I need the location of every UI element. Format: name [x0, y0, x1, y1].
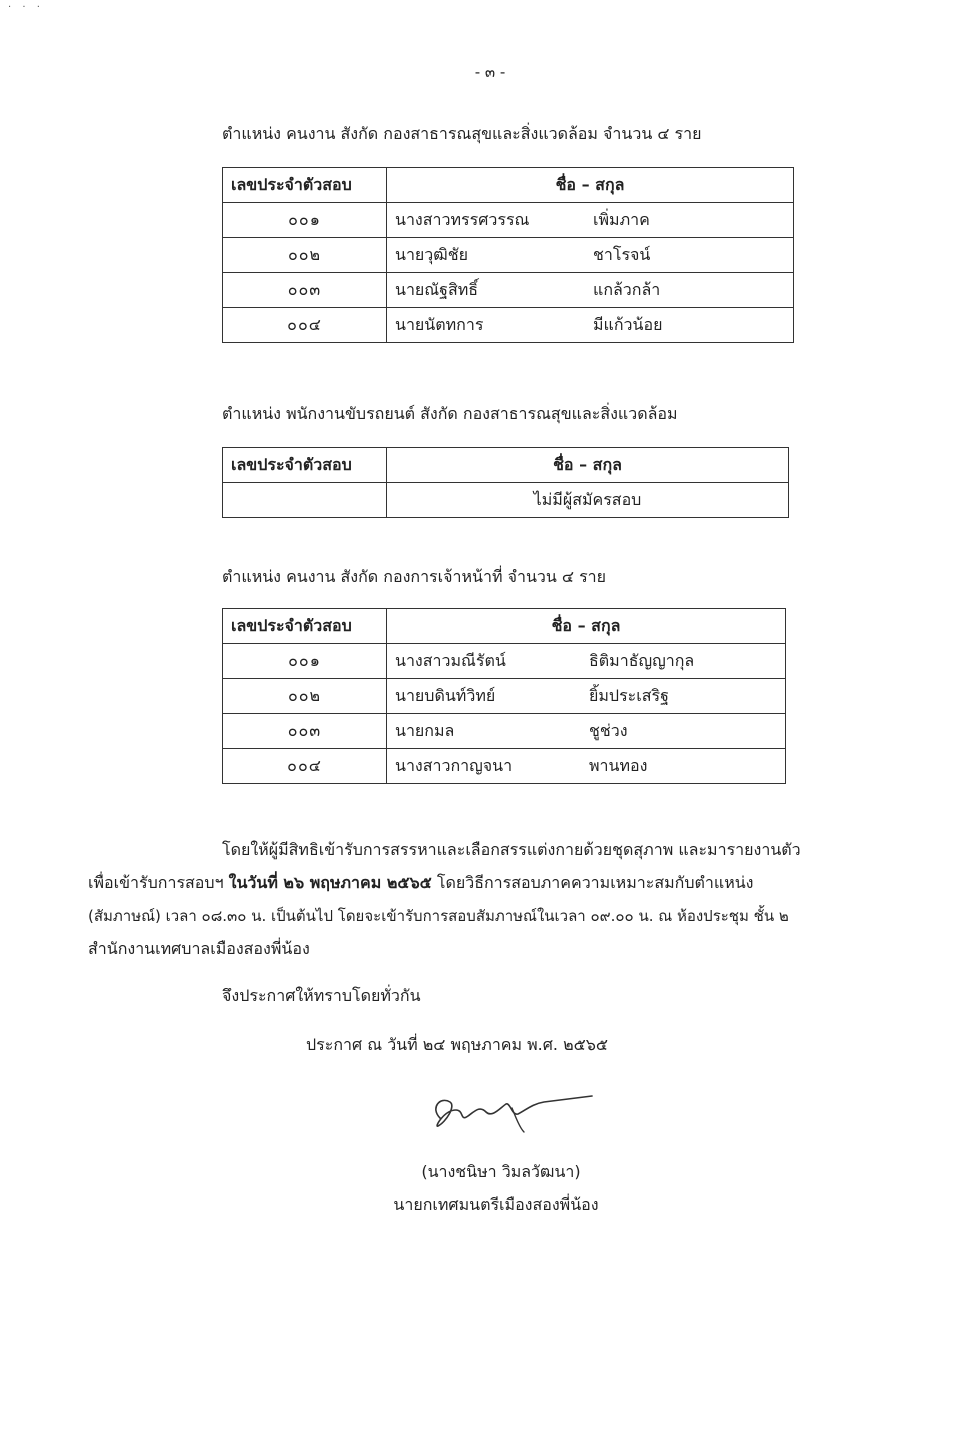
table-row — [223, 308, 794, 343]
table-row — [223, 714, 786, 749]
exam-number: ๐๐๒ — [223, 679, 387, 714]
exam-number: ๐๐๒ — [223, 238, 387, 273]
exam-number: ๐๐๑ — [223, 203, 387, 238]
first-name: นายบดินท์วิทย์ — [395, 685, 496, 705]
table-row — [223, 483, 789, 518]
page-number: - ๓ - — [474, 63, 506, 81]
last-name: พานทอง — [589, 755, 648, 775]
last-name: ชาโรจน์ — [593, 244, 651, 264]
table-header-row — [223, 609, 786, 644]
full-name — [387, 714, 786, 749]
table-row — [223, 273, 794, 308]
first-name: นายณัฐสิทธิ์ — [395, 279, 479, 299]
announcement-date: ประกาศ ณ วันที่ ๒๔ พฤษภาคม พ.ศ. ๒๕๖๕ — [306, 1035, 609, 1054]
name-column-header: ชื่อ – สกุล — [387, 168, 794, 203]
last-name: เพิ่มภาค — [593, 209, 650, 229]
full-name — [387, 238, 794, 273]
table-header-row — [223, 168, 794, 203]
first-name: นายนัตทการ — [395, 314, 484, 334]
first-name: นางสาวกาญจนา — [395, 755, 513, 775]
paragraph-line-4: สำนักงานเทศบาลเมืองสองพี่น้อง — [88, 939, 310, 958]
exam-number: ๐๐๓ — [223, 714, 387, 749]
signer-title: นายกเทศมนตรีเมืองสองพี่น้อง — [393, 1195, 599, 1214]
full-name — [387, 679, 786, 714]
first-name: นายวุฒิชัย — [395, 244, 468, 264]
section-2-table — [222, 447, 789, 518]
paragraph-line-2-post: โดยวิธีการสอบภาคความเหมาะสมกับตำแหน่ง — [431, 873, 754, 892]
paragraph-line-3: (สัมภาษณ์) เวลา ๐๘.๓๐ น. เป็นต้นไป โดยจะเข้ารับการสอบสัมภาษณ์ในเวลา ๐๙.๐๐ น. ณ ห้องประชุม ชั้น ๒ — [88, 907, 789, 925]
exam-number: ๐๐๓ — [223, 273, 387, 308]
full-name — [387, 308, 794, 343]
full-name — [387, 273, 794, 308]
paragraph-line-2-pre: เพื่อเข้ารับการสอบฯ — [88, 873, 229, 892]
table-row — [223, 749, 786, 784]
signer-name: (นางชนิษา วิมลวัฒนา) — [421, 1162, 581, 1181]
full-name — [387, 749, 786, 784]
id-column-header: เลขประจำตัวสอบ — [223, 168, 387, 203]
exam-number: ๐๐๔ — [223, 749, 387, 784]
first-name: นายกมล — [395, 720, 455, 740]
no-applicants-note: ไม่มีผู้สมัครสอบ — [387, 483, 789, 518]
id-column-header: เลขประจำตัวสอบ — [223, 609, 387, 644]
section-1-heading: ตำแหน่ง คนงาน สังกัด กองสาธารณสุขและสิ่งแวดล้อม จำนวน ๔ ราย — [222, 124, 702, 143]
full-name — [387, 203, 794, 238]
section-3-heading: ตำแหน่ง คนงาน สังกัด กองการเจ้าหน้าที่ จำนวน ๔ ราย — [222, 567, 607, 586]
last-name: ชูช่วง — [589, 720, 628, 740]
announcement: จึงประกาศให้ทราบโดยทั่วกัน — [222, 986, 421, 1005]
section-1-table — [222, 167, 794, 343]
table-row — [223, 238, 794, 273]
name-column-header: ชื่อ – สกุล — [387, 448, 789, 483]
exam-date: ในวันที่ ๒๖ พฤษภาคม ๒๕๖๕ — [228, 873, 432, 892]
last-name: แกล้วกล้า — [593, 279, 661, 299]
signature — [420, 1088, 600, 1138]
scan-marks: · · · — [8, 2, 44, 13]
exam-number: ๐๐๑ — [223, 644, 387, 679]
exam-number: ๐๐๔ — [223, 308, 387, 343]
id-column-header: เลขประจำตัวสอบ — [223, 448, 387, 483]
first-name: นางสาวมณีรัตน์ — [395, 650, 506, 670]
section-2-heading: ตำแหน่ง พนักงานขับรถยนต์ สังกัด กองสาธารณสุขและสิ่งแวดล้อม — [222, 404, 678, 423]
full-name — [387, 644, 786, 679]
last-name: มีแก้วน้อย — [593, 314, 663, 334]
first-name: นางสาวทรรศวรรณ — [395, 209, 530, 229]
paragraph-line-1: โดยให้ผู้มีสิทธิเข้ารับการสรรหาและเลือกสรรแต่งกายด้วยชุดสุภาพ และมารายงานตัว — [222, 840, 801, 859]
section-3-table — [222, 608, 786, 784]
name-column-header: ชื่อ – สกุล — [387, 609, 786, 644]
table-row — [223, 679, 786, 714]
exam-number-empty — [223, 483, 387, 518]
last-name: ธิติมาธัญญากุล — [589, 650, 695, 670]
last-name: ยิ้มประเสริฐ — [589, 685, 669, 705]
paragraph-line-2 — [88, 871, 754, 896]
table-row — [223, 203, 794, 238]
table-header-row — [223, 448, 789, 483]
table-row — [223, 644, 786, 679]
